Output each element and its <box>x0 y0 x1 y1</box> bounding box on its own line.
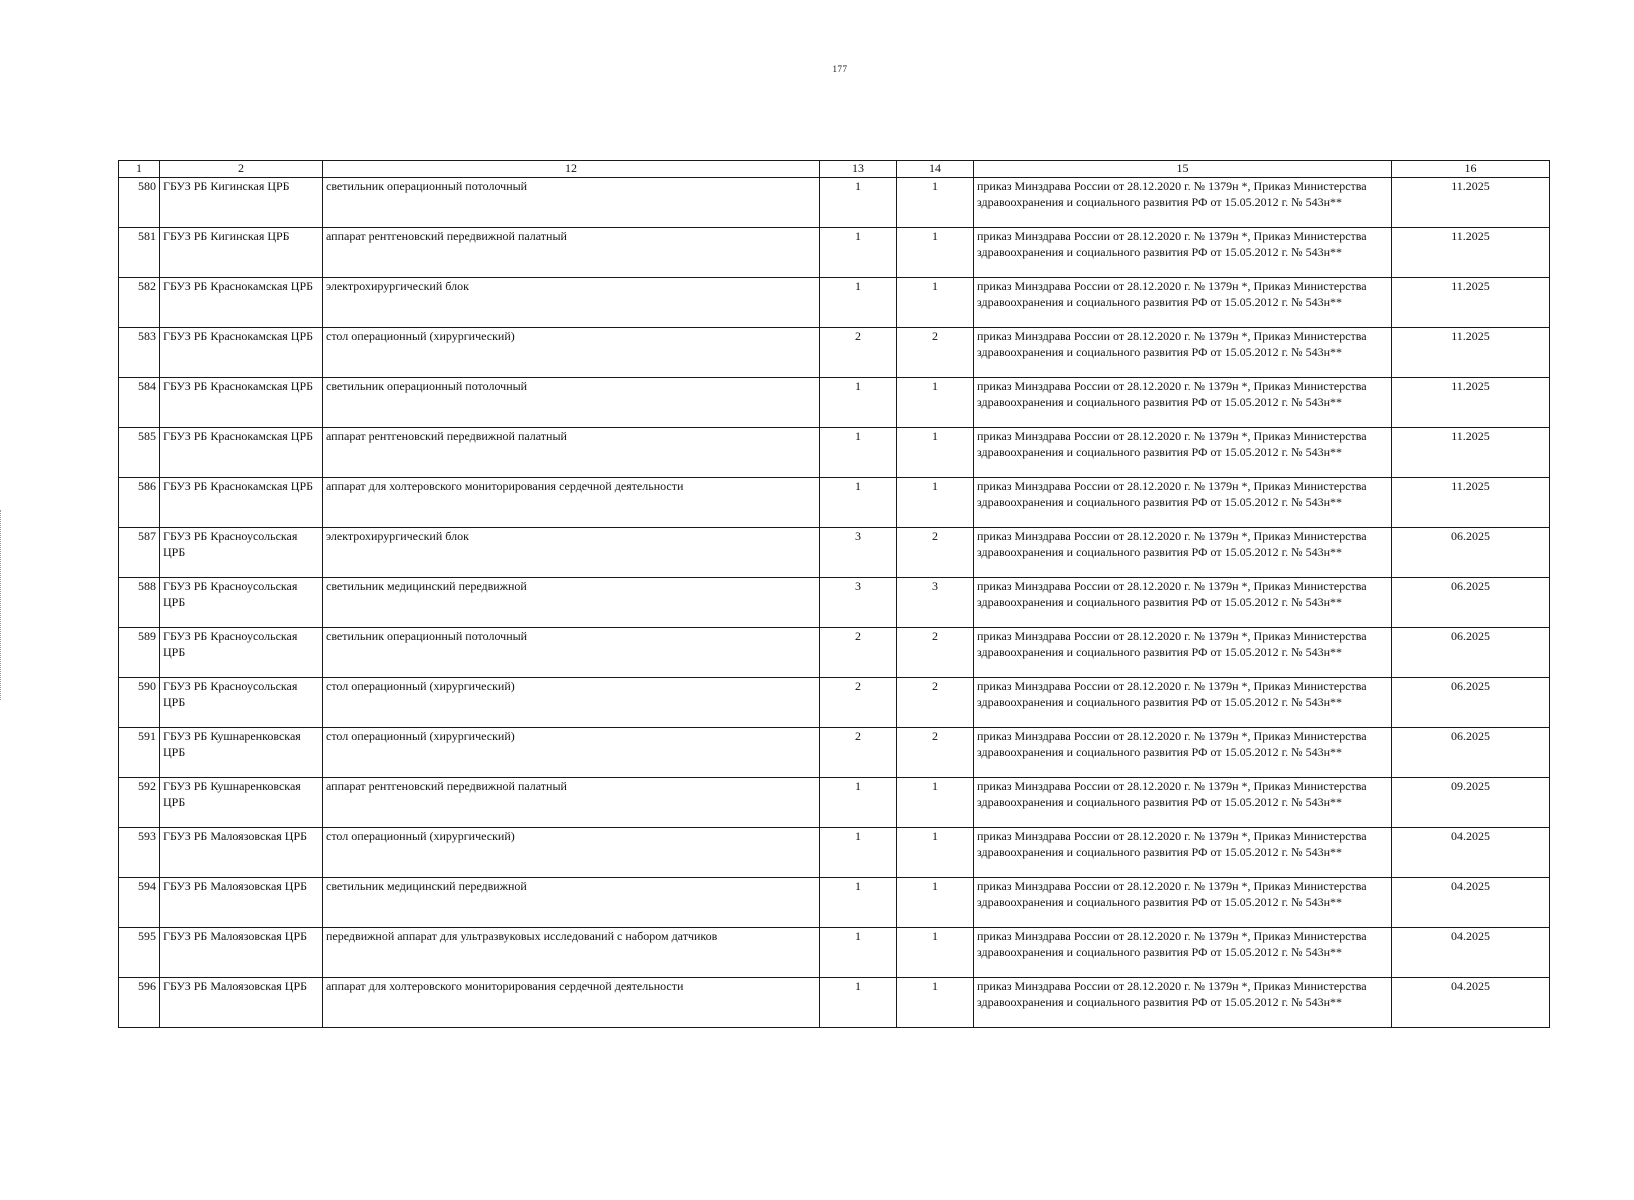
basis-cell: приказ Минздрава России от 28.12.2020 г. № 1379н *, Приказ Министерства здравоохранения и социального развития РФ от 15.05.2012 г. № 543н** <box>974 278 1392 328</box>
quantity-14-cell: 2 <box>897 528 974 578</box>
table-row <box>119 328 1550 378</box>
quantity-14-cell: 1 <box>897 228 974 278</box>
quantity-14-cell: 1 <box>897 878 974 928</box>
date-cell: 06.2025 <box>1392 578 1550 628</box>
row-number: 587 <box>119 528 160 578</box>
basis-cell: приказ Минздрава России от 28.12.2020 г. № 1379н *, Приказ Министерства здравоохранения и социального развития РФ от 15.05.2012 г. № 543н** <box>974 678 1392 728</box>
date-cell: 06.2025 <box>1392 528 1550 578</box>
column-header-16: 16 <box>1392 161 1550 178</box>
row-number: 596 <box>119 978 160 1028</box>
organization-cell: ГБУЗ РБ Красноусольская ЦРБ <box>160 578 323 628</box>
basis-cell: приказ Минздрава России от 28.12.2020 г. № 1379н *, Приказ Министерства здравоохранения и социального развития РФ от 15.05.2012 г. № 543н** <box>974 428 1392 478</box>
basis-cell: приказ Минздрава России от 28.12.2020 г. № 1379н *, Приказ Министерства здравоохранения и социального развития РФ от 15.05.2012 г. № 543н** <box>974 228 1392 278</box>
page-number: 177 <box>832 64 848 74</box>
basis-cell: приказ Минздрава России от 28.12.2020 г. № 1379н *, Приказ Министерства здравоохранения и социального развития РФ от 15.05.2012 г. № 543н** <box>974 178 1392 228</box>
organization-cell: ГБУЗ РБ Кигинская ЦРБ <box>160 178 323 228</box>
quantity-14-cell: 1 <box>897 278 974 328</box>
row-number: 591 <box>119 728 160 778</box>
date-cell: 09.2025 <box>1392 778 1550 828</box>
header-row <box>119 161 1550 178</box>
table-row <box>119 378 1550 428</box>
equipment-cell: аппарат для холтеровского мониторирования сердечной деятельности <box>323 978 820 1028</box>
quantity-13-cell: 1 <box>820 278 897 328</box>
quantity-13-cell: 1 <box>820 478 897 528</box>
date-cell: 11.2025 <box>1392 378 1550 428</box>
basis-cell: приказ Минздрава России от 28.12.2020 г. № 1379н *, Приказ Министерства здравоохранения и социального развития РФ от 15.05.2012 г. № 543н** <box>974 378 1392 428</box>
basis-cell: приказ Минздрава России от 28.12.2020 г. № 1379н *, Приказ Министерства здравоохранения и социального развития РФ от 15.05.2012 г. № 543н** <box>974 578 1392 628</box>
table-row <box>119 528 1550 578</box>
basis-cell: приказ Минздрава России от 28.12.2020 г. № 1379н *, Приказ Министерства здравоохранения и социального развития РФ от 15.05.2012 г. № 543н** <box>974 878 1392 928</box>
quantity-14-cell: 2 <box>897 328 974 378</box>
basis-cell: приказ Минздрава России от 28.12.2020 г. № 1379н *, Приказ Министерства здравоохранения и социального развития РФ от 15.05.2012 г. № 543н** <box>974 728 1392 778</box>
organization-cell: ГБУЗ РБ Кигинская ЦРБ <box>160 228 323 278</box>
scan-edge-mark <box>0 510 3 700</box>
row-number: 588 <box>119 578 160 628</box>
date-cell: 04.2025 <box>1392 828 1550 878</box>
column-header-15: 15 <box>974 161 1392 178</box>
quantity-14-cell: 1 <box>897 378 974 428</box>
date-cell: 11.2025 <box>1392 178 1550 228</box>
table-row <box>119 228 1550 278</box>
organization-cell: ГБУЗ РБ Малоязовская ЦРБ <box>160 978 323 1028</box>
row-number: 580 <box>119 178 160 228</box>
quantity-14-cell: 2 <box>897 628 974 678</box>
organization-cell: ГБУЗ РБ Кушнаренковская ЦРБ <box>160 778 323 828</box>
quantity-14-cell: 1 <box>897 478 974 528</box>
organization-cell: ГБУЗ РБ Краснокамская ЦРБ <box>160 378 323 428</box>
equipment-cell: аппарат рентгеновский передвижной палатный <box>323 228 820 278</box>
equipment-cell: светильник медицинский передвижной <box>323 878 820 928</box>
row-number: 594 <box>119 878 160 928</box>
row-number: 583 <box>119 328 160 378</box>
date-cell: 04.2025 <box>1392 928 1550 978</box>
row-number: 595 <box>119 928 160 978</box>
equipment-cell: стол операционный (хирургический) <box>323 828 820 878</box>
row-number: 593 <box>119 828 160 878</box>
organization-cell: ГБУЗ РБ Малоязовская ЦРБ <box>160 828 323 878</box>
column-header-12: 12 <box>323 161 820 178</box>
table-row <box>119 628 1550 678</box>
equipment-cell: стол операционный (хирургический) <box>323 328 820 378</box>
basis-cell: приказ Минздрава России от 28.12.2020 г. № 1379н *, Приказ Министерства здравоохранения и социального развития РФ от 15.05.2012 г. № 543н** <box>974 478 1392 528</box>
row-number: 586 <box>119 478 160 528</box>
date-cell: 11.2025 <box>1392 478 1550 528</box>
equipment-cell: аппарат рентгеновский передвижной палатный <box>323 428 820 478</box>
organization-cell: ГБУЗ РБ Малоязовская ЦРБ <box>160 878 323 928</box>
row-number: 582 <box>119 278 160 328</box>
quantity-13-cell: 1 <box>820 878 897 928</box>
date-cell: 06.2025 <box>1392 628 1550 678</box>
equipment-cell: стол операционный (хирургический) <box>323 728 820 778</box>
quantity-13-cell: 3 <box>820 528 897 578</box>
column-header-2: 2 <box>160 161 323 178</box>
organization-cell: ГБУЗ РБ Краснокамская ЦРБ <box>160 278 323 328</box>
table-row <box>119 778 1550 828</box>
quantity-14-cell: 1 <box>897 178 974 228</box>
date-cell: 06.2025 <box>1392 728 1550 778</box>
date-cell: 11.2025 <box>1392 228 1550 278</box>
table-row <box>119 478 1550 528</box>
quantity-14-cell: 1 <box>897 428 974 478</box>
table-row <box>119 828 1550 878</box>
column-header-1: 1 <box>119 161 160 178</box>
equipment-cell: электрохирургический блок <box>323 278 820 328</box>
equipment-cell: электрохирургический блок <box>323 528 820 578</box>
row-number: 584 <box>119 378 160 428</box>
quantity-13-cell: 1 <box>820 778 897 828</box>
quantity-14-cell: 3 <box>897 578 974 628</box>
table-row <box>119 578 1550 628</box>
quantity-13-cell: 1 <box>820 228 897 278</box>
equipment-cell: светильник операционный потолочный <box>323 628 820 678</box>
organization-cell: ГБУЗ РБ Краснокамская ЦРБ <box>160 428 323 478</box>
quantity-13-cell: 3 <box>820 578 897 628</box>
organization-cell: ГБУЗ РБ Красноусольская ЦРБ <box>160 628 323 678</box>
basis-cell: приказ Минздрава России от 28.12.2020 г. № 1379н *, Приказ Министерства здравоохранения и социального развития РФ от 15.05.2012 г. № 543н** <box>974 928 1392 978</box>
organization-cell: ГБУЗ РБ Краснокамская ЦРБ <box>160 478 323 528</box>
row-number: 590 <box>119 678 160 728</box>
quantity-14-cell: 2 <box>897 728 974 778</box>
date-cell: 11.2025 <box>1392 428 1550 478</box>
date-cell: 11.2025 <box>1392 328 1550 378</box>
basis-cell: приказ Минздрава России от 28.12.2020 г. № 1379н *, Приказ Министерства здравоохранения и социального развития РФ от 15.05.2012 г. № 543н** <box>974 978 1392 1028</box>
quantity-13-cell: 1 <box>820 828 897 878</box>
equipment-cell: аппарат рентгеновский передвижной палатный <box>323 778 820 828</box>
quantity-14-cell: 1 <box>897 928 974 978</box>
row-number: 581 <box>119 228 160 278</box>
date-cell: 06.2025 <box>1392 678 1550 728</box>
row-number: 585 <box>119 428 160 478</box>
organization-cell: ГБУЗ РБ Малоязовская ЦРБ <box>160 928 323 978</box>
equipment-cell: передвижной аппарат для ультразвуковых исследований с набором датчиков <box>323 928 820 978</box>
quantity-13-cell: 1 <box>820 928 897 978</box>
quantity-13-cell: 2 <box>820 728 897 778</box>
organization-cell: ГБУЗ РБ Кушнаренковская ЦРБ <box>160 728 323 778</box>
table-row <box>119 928 1550 978</box>
row-number: 592 <box>119 778 160 828</box>
quantity-14-cell: 1 <box>897 978 974 1028</box>
equipment-cell: светильник операционный потолочный <box>323 378 820 428</box>
equipment-cell: стол операционный (хирургический) <box>323 678 820 728</box>
date-cell: 11.2025 <box>1392 278 1550 328</box>
quantity-13-cell: 2 <box>820 328 897 378</box>
organization-cell: ГБУЗ РБ Краснокамская ЦРБ <box>160 328 323 378</box>
quantity-13-cell: 1 <box>820 378 897 428</box>
quantity-13-cell: 1 <box>820 978 897 1028</box>
basis-cell: приказ Минздрава России от 28.12.2020 г. № 1379н *, Приказ Министерства здравоохранения и социального развития РФ от 15.05.2012 г. № 543н** <box>974 628 1392 678</box>
row-number: 589 <box>119 628 160 678</box>
basis-cell: приказ Минздрава России от 28.12.2020 г. № 1379н *, Приказ Министерства здравоохранения и социального развития РФ от 15.05.2012 г. № 543н** <box>974 828 1392 878</box>
basis-cell: приказ Минздрава России от 28.12.2020 г. № 1379н *, Приказ Министерства здравоохранения и социального развития РФ от 15.05.2012 г. № 543н** <box>974 778 1392 828</box>
table-body <box>119 178 1550 1028</box>
basis-cell: приказ Минздрава России от 28.12.2020 г. № 1379н *, Приказ Министерства здравоохранения и социального развития РФ от 15.05.2012 г. № 543н** <box>974 328 1392 378</box>
quantity-13-cell: 2 <box>820 678 897 728</box>
quantity-13-cell: 1 <box>820 428 897 478</box>
quantity-14-cell: 2 <box>897 678 974 728</box>
table-row <box>119 878 1550 928</box>
column-header-13: 13 <box>820 161 897 178</box>
quantity-13-cell: 2 <box>820 628 897 678</box>
equipment-table <box>118 160 1550 1028</box>
quantity-14-cell: 1 <box>897 778 974 828</box>
equipment-cell: светильник медицинский передвижной <box>323 578 820 628</box>
date-cell: 04.2025 <box>1392 978 1550 1028</box>
table-row <box>119 178 1550 228</box>
date-cell: 04.2025 <box>1392 878 1550 928</box>
table-row <box>119 978 1550 1028</box>
table-row <box>119 428 1550 478</box>
table-row <box>119 278 1550 328</box>
equipment-cell: светильник операционный потолочный <box>323 178 820 228</box>
table-row <box>119 728 1550 778</box>
organization-cell: ГБУЗ РБ Красноусольская ЦРБ <box>160 528 323 578</box>
quantity-14-cell: 1 <box>897 828 974 878</box>
column-header-14: 14 <box>897 161 974 178</box>
equipment-cell: аппарат для холтеровского мониторирования сердечной деятельности <box>323 478 820 528</box>
table-row <box>119 678 1550 728</box>
quantity-13-cell: 1 <box>820 178 897 228</box>
organization-cell: ГБУЗ РБ Красноусольская ЦРБ <box>160 678 323 728</box>
basis-cell: приказ Минздрава России от 28.12.2020 г. № 1379н *, Приказ Министерства здравоохранения и социального развития РФ от 15.05.2012 г. № 543н** <box>974 528 1392 578</box>
